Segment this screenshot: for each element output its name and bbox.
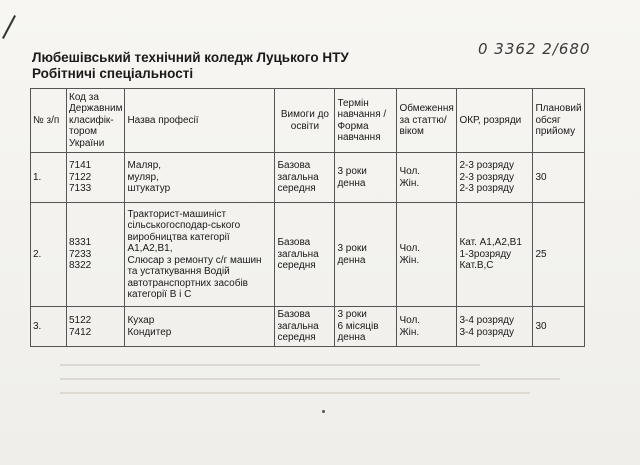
row-profession: Кухар Кондитер xyxy=(125,307,275,347)
bleed-through-line xyxy=(60,392,530,394)
row-okr: Кат. А1,А2,В1 1-3розряду Кат.В,С xyxy=(457,203,533,307)
row-volume: 30 xyxy=(533,153,585,203)
header-profession: Назва професії xyxy=(125,89,275,153)
table-row xyxy=(31,307,585,347)
row-restriction: Чол. Жін. xyxy=(397,203,457,307)
row-volume: 30 xyxy=(533,307,585,347)
row-term: 3 роки денна xyxy=(335,153,397,203)
header-education: Вимоги до освіти xyxy=(275,89,335,153)
header-term: Термін навчання /Форма навчання xyxy=(335,89,397,153)
bleed-through-line xyxy=(60,378,560,380)
row-term: 3 роки денна xyxy=(335,203,397,307)
row-profession: Маляр, муляр, штукатур xyxy=(125,153,275,203)
table-row xyxy=(31,203,585,307)
specialties-table xyxy=(30,88,585,347)
row-num: 1. xyxy=(31,153,67,203)
page-title: Любешівський технічний коледж Луцького НТУ xyxy=(32,50,349,65)
row-code: 7141 7122 7133 xyxy=(67,153,125,203)
header-num: № з/п xyxy=(31,89,67,153)
header-code: Код за Державним класифік-тором України xyxy=(67,89,125,153)
row-num: 3. xyxy=(31,307,67,347)
row-education: Базова загальна середня xyxy=(275,307,335,347)
row-volume: 25 xyxy=(533,203,585,307)
row-code: 5122 7412 xyxy=(67,307,125,347)
bleed-through-line xyxy=(60,364,480,366)
row-profession: Тракторист-машиніст сільськогосподар-ського виробництва категорії А1,А2,В1, Слюсар з ремонту с/г машин та устаткування Водій автотранспортних засобів категорії В і С xyxy=(125,203,275,307)
row-okr: 3-4 розряду 3-4 розряду xyxy=(457,307,533,347)
table-row xyxy=(31,153,585,203)
row-code: 8331 7233 8322 xyxy=(67,203,125,307)
header-restriction: Обмеження за статтю/ віком xyxy=(397,89,457,153)
row-term: 3 роки 6 місяців денна xyxy=(335,307,397,347)
page-subtitle: Робітничі спеціальності xyxy=(32,66,194,81)
table-header-row xyxy=(31,89,585,153)
row-num: 2. xyxy=(31,203,67,307)
handwritten-note: 0 3362 2/680 xyxy=(478,40,591,58)
row-education: Базова загальна середня xyxy=(275,203,335,307)
row-restriction: Чол. Жін. xyxy=(397,307,457,347)
pen-mark xyxy=(2,15,16,39)
row-education: Базова загальна середня xyxy=(275,153,335,203)
header-volume: Плановий обсяг прийому xyxy=(533,89,585,153)
row-okr: 2-3 розряду 2-3 розряду 2-3 розряду xyxy=(457,153,533,203)
header-okr: ОКР, розряди xyxy=(457,89,533,153)
row-restriction: Чол. Жін. xyxy=(397,153,457,203)
stray-dot xyxy=(322,410,325,413)
